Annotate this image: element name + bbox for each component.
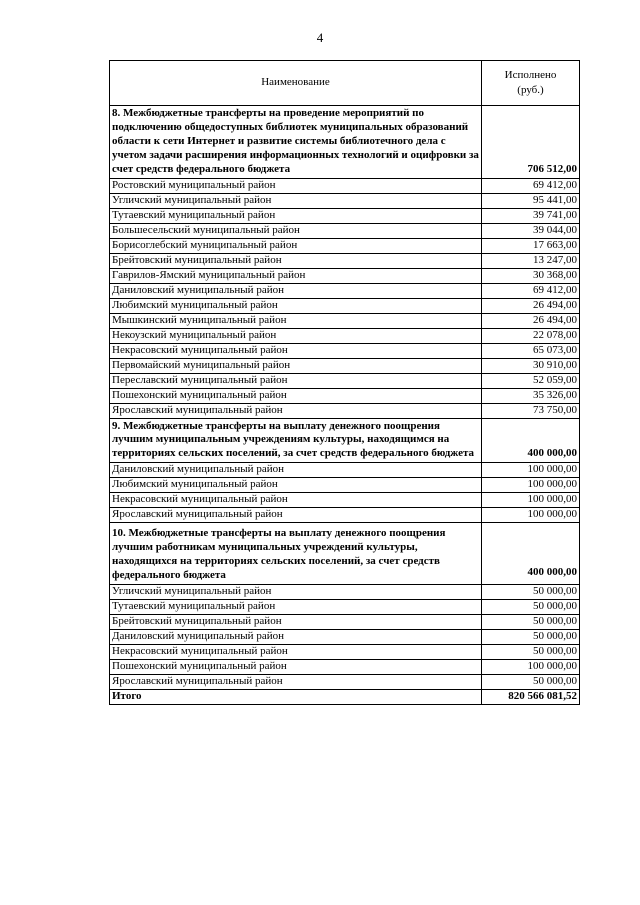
table-row [110,674,580,689]
table-header-row [110,61,580,106]
table-row [110,328,580,343]
page-number: 4 [316,30,324,45]
row-amount: 100 000,00 [482,478,580,493]
row-name: Брейтовский муниципальный район [110,253,482,268]
row-name: Ярославский муниципальный район [110,403,482,418]
row-name: Ярославский муниципальный район [110,508,482,523]
row-name: Пошехонский муниципальный район [110,659,482,674]
section-9-title: 9. Межбюджетные трансферты на выплату денежного поощрения лучшим муниципальным учреждениям культуры, находящимся на территориях сельских поселений, за счет средств федерального бюджета [110,418,482,463]
row-name: Мышкинский муниципальный район [110,313,482,328]
row-amount: 26 494,00 [482,298,580,313]
row-name: Тутаевский муниципальный район [110,208,482,223]
row-amount: 95 441,00 [482,193,580,208]
row-amount: 39 044,00 [482,223,580,238]
row-amount: 100 000,00 [482,463,580,478]
section-8-header [110,106,580,179]
table-row [110,508,580,523]
row-name: Любимский муниципальный район [110,478,482,493]
budget-table [109,60,580,705]
row-name: Некрасовский муниципальный район [110,493,482,508]
section-8-total: 706 512,00 [482,106,580,179]
row-name: Первомайский муниципальный район [110,358,482,373]
table-row [110,298,580,313]
header-amount-line2: (руб.) [517,84,544,96]
row-name: Некрасовский муниципальный район [110,343,482,358]
grand-total-label: Итого [110,689,482,704]
table-row [110,493,580,508]
row-amount: 50 000,00 [482,599,580,614]
table-row [110,268,580,283]
row-name: Ярославский муниципальный район [110,674,482,689]
row-amount: 50 000,00 [482,584,580,599]
row-name: Любимский муниципальный район [110,298,482,313]
table-row [110,358,580,373]
row-amount: 30 368,00 [482,268,580,283]
row-amount: 69 412,00 [482,283,580,298]
section-8-title: 8. Межбюджетные трансферты на проведение мероприятий по подключению общедоступных библиотек муниципальных образований области к сети Интернет и развитие системы библиотечного дела с учетом задачи расширения информационных технологий и оцифровки за счет средств федерального бюджета [110,106,482,179]
row-name: Ростовский муниципальный район [110,178,482,193]
row-amount: 52 059,00 [482,373,580,388]
table-row [110,599,580,614]
section-9-header [110,418,580,463]
row-amount: 26 494,00 [482,313,580,328]
table-row [110,208,580,223]
row-name: Брейтовский муниципальный район [110,614,482,629]
row-name: Тутаевский муниципальный район [110,599,482,614]
table-row [110,178,580,193]
row-name: Переславский муниципальный район [110,373,482,388]
grand-total-row [110,689,580,704]
table-row [110,463,580,478]
table-row [110,343,580,358]
table-row [110,478,580,493]
row-amount: 22 078,00 [482,328,580,343]
row-amount: 69 412,00 [482,178,580,193]
row-amount: 50 000,00 [482,629,580,644]
row-name: Некоузский муниципальный район [110,328,482,343]
section-10-header [110,523,580,585]
table-row [110,659,580,674]
row-name: Пошехонский муниципальный район [110,388,482,403]
row-amount: 30 910,00 [482,358,580,373]
table-row [110,313,580,328]
table-row [110,403,580,418]
row-amount: 73 750,00 [482,403,580,418]
row-name: Даниловский муниципальный район [110,629,482,644]
row-amount: 13 247,00 [482,253,580,268]
table-row [110,253,580,268]
row-name: Гаврилов-Ямский муниципальный район [110,268,482,283]
row-amount: 50 000,00 [482,644,580,659]
row-name: Большесельский муниципальный район [110,223,482,238]
table-row [110,223,580,238]
row-amount: 50 000,00 [482,674,580,689]
table-row [110,373,580,388]
table-row [110,614,580,629]
row-amount: 100 000,00 [482,493,580,508]
row-name: Некрасовский муниципальный район [110,644,482,659]
table-row [110,283,580,298]
row-name: Угличский муниципальный район [110,193,482,208]
header-amount [482,61,580,106]
row-amount: 65 073,00 [482,343,580,358]
row-name: Угличский муниципальный район [110,584,482,599]
row-amount: 100 000,00 [482,508,580,523]
grand-total-amount: 820 566 081,52 [482,689,580,704]
row-amount: 35 326,00 [482,388,580,403]
row-amount: 39 741,00 [482,208,580,223]
row-name: Даниловский муниципальный район [110,463,482,478]
section-10-title: 10. Межбюджетные трансферты на выплату денежного поощрения лучшим работникам муниципальных учреждений культуры, находящихся на территориях сельских поселений, за счет средств федерального бюджета [110,523,482,585]
row-amount: 50 000,00 [482,614,580,629]
table-row [110,238,580,253]
section-10-total: 400 000,00 [482,523,580,585]
row-amount: 100 000,00 [482,659,580,674]
table-row [110,584,580,599]
table-row [110,193,580,208]
row-name: Даниловский муниципальный район [110,283,482,298]
row-name: Борисоглебский муниципальный район [110,238,482,253]
section-9-total: 400 000,00 [482,418,580,463]
table-row [110,629,580,644]
header-name: Наименование [110,61,482,106]
row-amount: 17 663,00 [482,238,580,253]
header-amount-line1: Исполнено [504,69,557,81]
table-row [110,388,580,403]
table-row [110,644,580,659]
